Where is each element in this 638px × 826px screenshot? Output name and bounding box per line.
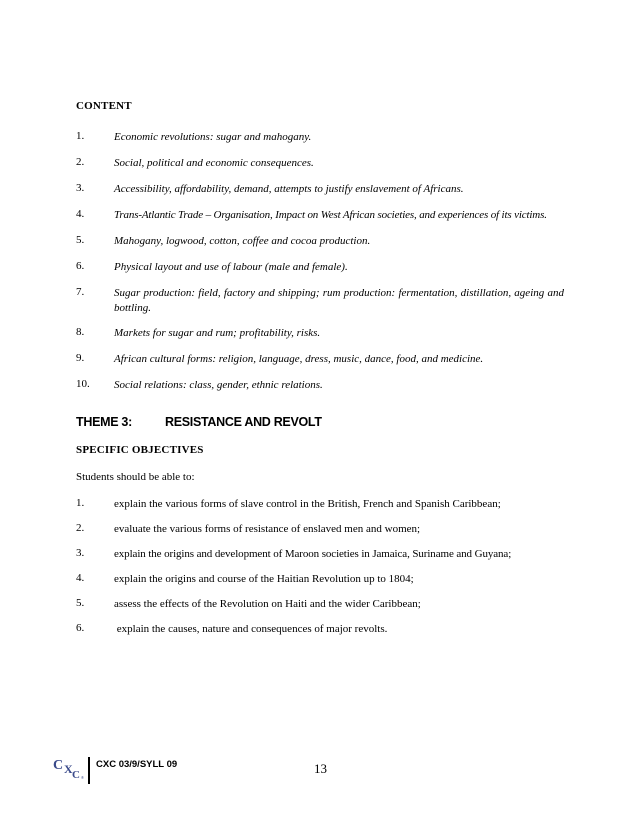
content-item-number: 1. bbox=[76, 130, 85, 142]
content-item-text: Sugar production: field, factory and shipping; rum production: fermentation, distillation, ageing and bottling. bbox=[114, 287, 564, 314]
objective-text: evaluate the various forms of resistance of enslaved men and women; bbox=[114, 523, 421, 535]
content-item-number: 8. bbox=[76, 326, 85, 338]
objectives-intro: Students should be able to: bbox=[76, 471, 195, 483]
objective-text: explain the origins and course of the Haitian Revolution up to 1804; bbox=[114, 573, 414, 585]
syllabus-code: CXC 03/9/SYLL 09 bbox=[96, 759, 178, 770]
objective-number: 6. bbox=[76, 622, 85, 634]
logo-letter-x: X bbox=[64, 762, 73, 776]
logo-letter-c: C bbox=[53, 758, 64, 773]
content-item-text: Mahogany, logwood, cotton, coffee and cocoa production. bbox=[114, 235, 371, 247]
content-item-number: 4. bbox=[76, 208, 85, 220]
content-item-number: 6. bbox=[76, 260, 85, 272]
objective-text: assess the effects of the Revolution on Haiti and the wider Caribbean; bbox=[114, 598, 421, 610]
content-item-text: Accessibility, affordability, demand, attempts to justify enslavement of Africans. bbox=[114, 183, 464, 195]
objective-text: explain the causes, nature and consequences of major revolts. bbox=[114, 623, 388, 635]
objective-number: 1. bbox=[76, 497, 85, 509]
objective-number: 4. bbox=[76, 572, 85, 584]
logo-registered-mark: ® bbox=[81, 775, 84, 780]
content-item-text: Economic revolutions: sugar and mahogany. bbox=[114, 131, 312, 143]
content-item-text: Markets for sugar and rum; profitability, risks. bbox=[114, 327, 321, 339]
content-item-number: 5. bbox=[76, 234, 85, 246]
objective-number: 5. bbox=[76, 597, 85, 609]
content-item-number: 2. bbox=[76, 156, 85, 168]
content-item-number: 10. bbox=[76, 378, 90, 390]
objective-number: 3. bbox=[76, 547, 85, 559]
content-item-number: 7. bbox=[76, 286, 85, 298]
content-item-text: African cultural forms: religion, language, dress, music, dance, food, and medicine. bbox=[114, 353, 484, 365]
objective-text: explain the origins and development of Maroon societies in Jamaica, Suriname and Guyana; bbox=[114, 548, 512, 560]
logo-letter-c2: C bbox=[72, 769, 80, 780]
objective-text: explain the various forms of slave control in the British, French and Spanish Caribbean; bbox=[114, 498, 501, 510]
objective-number: 2. bbox=[76, 522, 85, 534]
content-item-text: Physical layout and use of labour (male and female). bbox=[114, 261, 348, 273]
objectives-heading: SPECIFIC OBJECTIVES bbox=[76, 444, 204, 456]
content-heading: CONTENT bbox=[76, 100, 132, 112]
theme-label: THEME 3: bbox=[76, 415, 132, 429]
content-item-text: Social, political and economic consequences. bbox=[114, 157, 314, 169]
content-item-text: Trans-Atlantic Trade – Organisation, Impact on West African societies, and experiences of its victims. bbox=[114, 209, 547, 221]
theme-title: RESISTANCE AND REVOLT bbox=[165, 415, 322, 429]
content-item-number: 9. bbox=[76, 352, 85, 364]
footer-divider bbox=[88, 757, 90, 784]
content-item-text: Social relations: class, gender, ethnic relations. bbox=[114, 379, 323, 391]
content-item-number: 3. bbox=[76, 182, 85, 194]
page-number: 13 bbox=[314, 761, 327, 776]
cxc-logo-icon bbox=[52, 754, 86, 780]
